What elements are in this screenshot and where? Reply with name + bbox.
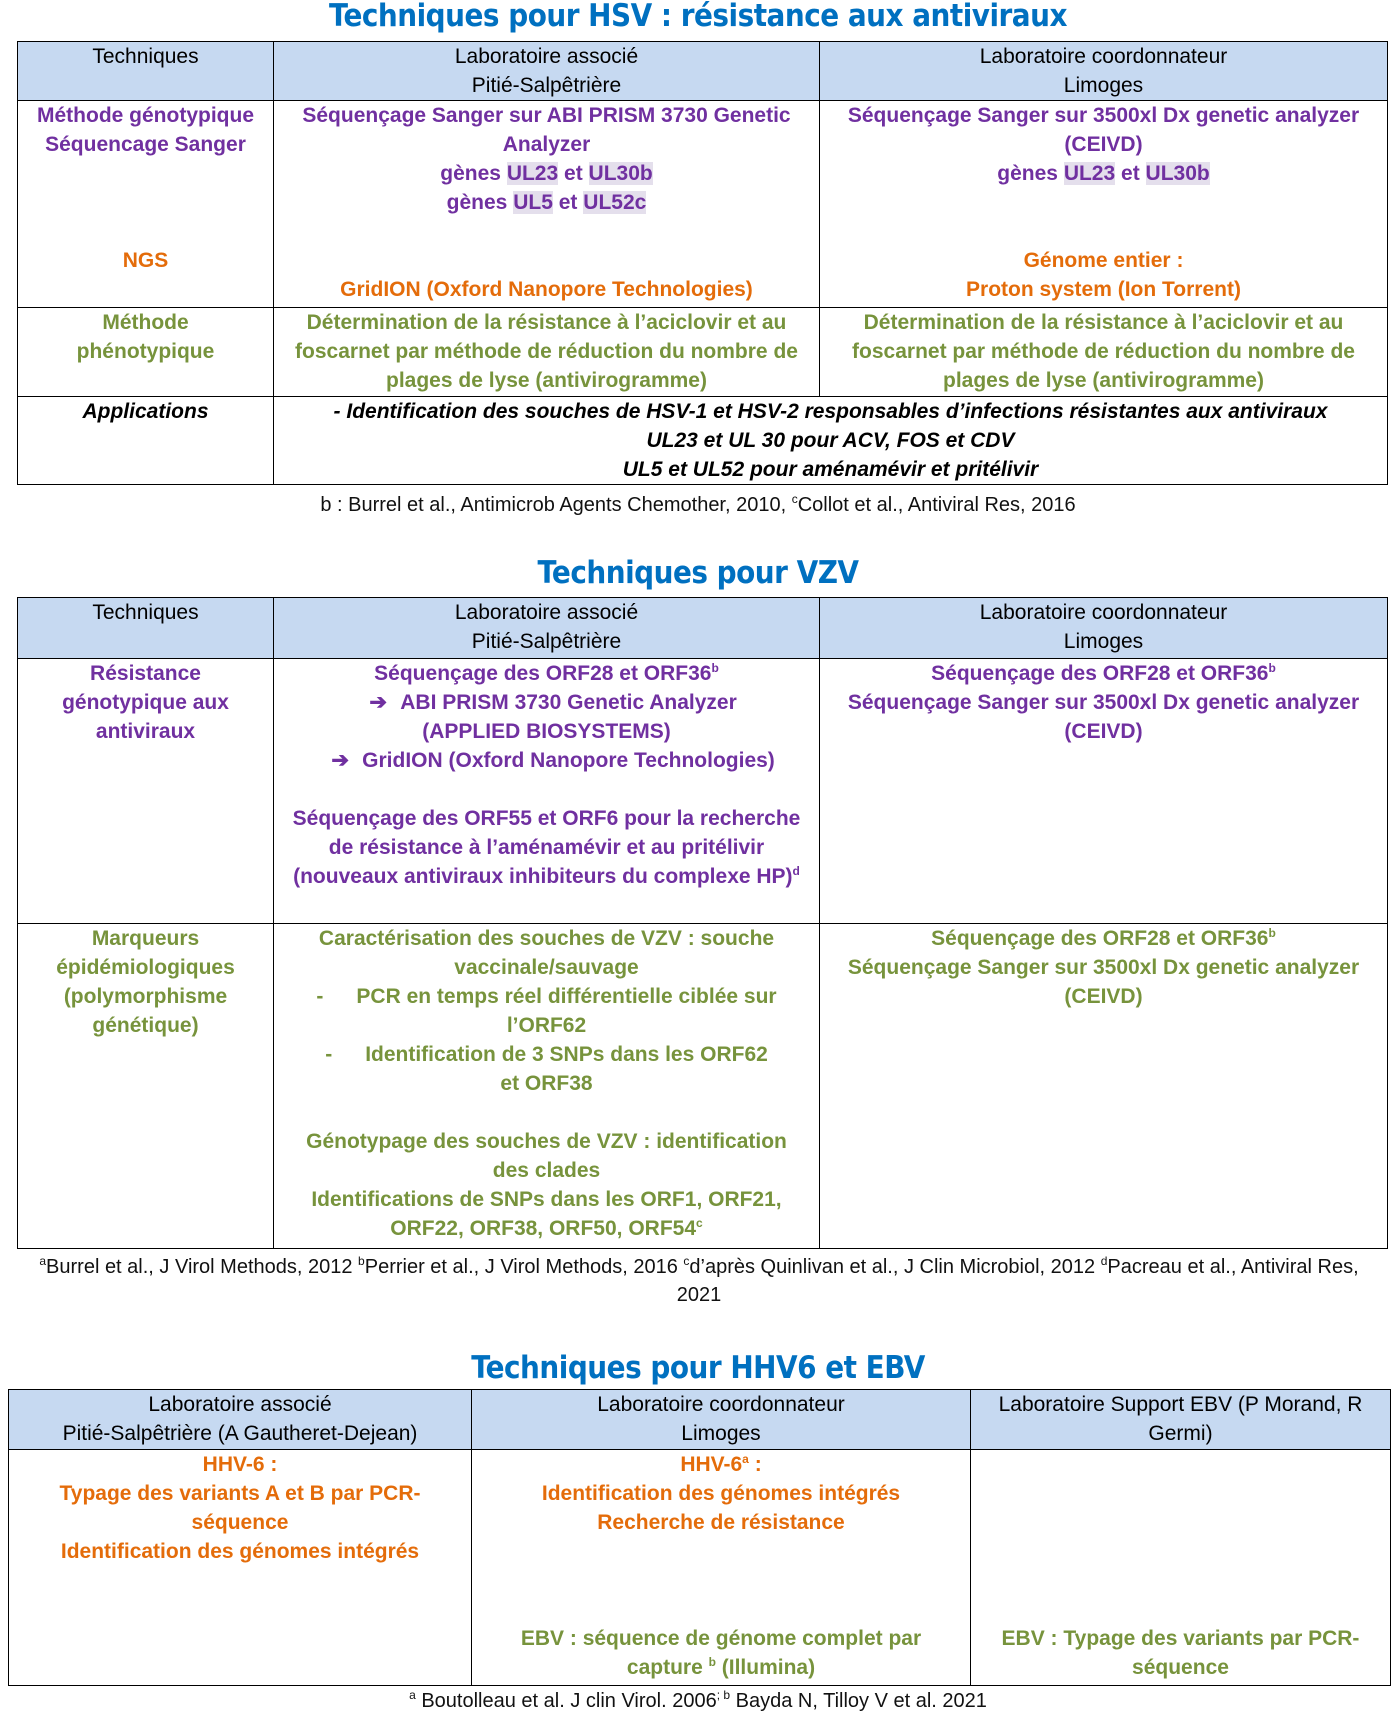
hsv-phenotypic-assoc: Détermination de la résistance à l’aciclovir et au foscarnet par méthode de réduction du nombre de plages de lyse (antivirogramme) [274, 308, 820, 397]
vzv-table [17, 597, 1388, 1249]
hhv6-header-coord: Laboratoire coordonnateur Limoges [472, 1390, 971, 1450]
vzv-resistance-label: Résistance génotypique aux antiviraux [18, 659, 274, 924]
hhv6-header-support: Laboratoire Support EBV (P Morand, R Germi) [971, 1390, 1391, 1450]
hhv6-assoc-cell: HHV-6 : Typage des variants A et B par PCR- séquence Identification des génomes intégrés [9, 1450, 472, 1686]
gene-ul5: UL5 [513, 191, 553, 214]
vzv-resistance-coord: Séquençage des ORF28 et ORF36$^b$ Séquençage Sanger sur 3500xl Dx genetic analyzer (CEIVD) [820, 659, 1388, 924]
hhv6-ebv-title: Techniques pour HHV6 et EBV [471, 1350, 925, 1386]
hsv-row-genotypic [18, 101, 1388, 308]
hsv-header-row [18, 42, 1388, 101]
hsv-header-techniques: Techniques [18, 42, 274, 101]
vzv-markers-label: Marqueurs épidémiologiques (polymorphisme génétique) [18, 924, 274, 1249]
vzv-header-row [18, 598, 1388, 659]
hhv6-header-assoc: Laboratoire associé Pitié-Salpêtrière (A Gautheret-Dejean) [9, 1390, 472, 1450]
vzv-header-assoc: Laboratoire associé Pitié-Salpêtrière [274, 598, 820, 659]
vzv-title: Techniques pour VZV [537, 555, 859, 591]
arrow-right-icon: ➔ [369, 691, 388, 714]
gene-ul30b: UL30b [1145, 162, 1210, 185]
gene-ul23: UL23 [1063, 162, 1116, 185]
vzv-header-techniques: Techniques [18, 598, 274, 659]
hsv-genotypic-coord: Séquençage Sanger sur 3500xl Dx genetic analyzer (CEIVD) gènes UL23 et UL30b Génome entier : Proton system (Ion Torrent) [820, 101, 1388, 308]
hsv-genotypic-label: Méthode génotypique Séquencage Sanger NGS [18, 101, 274, 308]
bullet-icon: - [325, 1043, 333, 1066]
hsv-applications-content: - Identification des souches de HSV-1 et HSV-2 responsables d’infections résistantes aux antiviraux UL23 et UL 30 pour ACV, FOS et CDV UL5 et UL52 pour aménamévir et pritélivir [274, 397, 1388, 485]
hhv6-coord-cell: HHV-6$^a$ : Identification des génomes intégrés Recherche de résistance EBV : séquence de génome complet par capture $^b$ (Illumina) [472, 1450, 971, 1686]
gene-ul52c: UL52c [583, 191, 647, 214]
vzv-markers-coord: Séquençage des ORF28 et ORF36$^b$ Séquençage Sanger sur 3500xl Dx genetic analyzer (CEIVD) [820, 924, 1388, 1249]
hsv-row-phenotypic [18, 308, 1388, 397]
hsv-phenotypic-coord: Détermination de la résistance à l’aciclovir et au foscarnet par méthode de réduction du nombre de plages de lyse (antivirogramme) [820, 308, 1388, 397]
hsv-genotypic-assoc: Séquençage Sanger sur ABI PRISM 3730 Genetic Analyzer gènes UL23 et UL30b gènes UL5 et UL52c GridION (Oxford Nanopore Technologies) [274, 101, 820, 308]
vzv-row-markers [18, 924, 1388, 1249]
vzv-row-resistance [18, 659, 1388, 924]
vzv-header-coord: Laboratoire coordonnateur Limoges [820, 598, 1388, 659]
vzv-resistance-assoc: Séquençage des ORF28 et ORF36$^b$ ➔ ABI PRISM 3730 Genetic Analyzer (APPLIED BIOSYSTEMS) ➔ GridION (Oxford Nanopore Technologies) Séquençage des ORF55 et ORF6 pour la recherche de résistance à l’aménamévir et au pritélivir (nouveaux antiviraux inhibiteurs du complexe HP)$^d$ [274, 659, 820, 924]
vzv-markers-assoc: Caractérisation des souches de VZV : souche vaccinale/sauvage - PCR en temps réel différentielle ciblée sur l’ORF62 - Identification de 3 SNPs dans les ORF62 et ORF38 Génotypage des souches de VZV : identification des clades Identifications de SNPs dans les ORF1, ORF21, ORF22, ORF38, ORF50, ORF54$^c$ [274, 924, 820, 1249]
hhv6-row [9, 1450, 1391, 1686]
hsv-header-assoc: Laboratoire associé Pitié-Salpêtrière [274, 42, 820, 101]
hhv6-footnote: $^a$ Boutolleau et al. J clin Virol. 2006; $^b$ Bayda N, Tilloy V et al. 2021 [409, 1688, 987, 1712]
hsv-phenotypic-label: Méthode phénotypique [18, 308, 274, 397]
bullet-icon: - [316, 985, 324, 1008]
hsv-row-applications [18, 397, 1388, 485]
vzv-footnote: $^a$Burrel et al., J Virol Methods, 2012 $^b$Perrier et al., J Virol Methods, 2016 $^c$d’après Quinlivan et al., J Clin Microbiol, 2012 $^d$Pacreau et al., Antiviral Res, 2021 [39, 1254, 1359, 1306]
gene-ul30b: UL30b [588, 162, 653, 185]
hhv6-header-row [9, 1390, 1391, 1450]
hsv-ngs-label: NGS [122, 249, 169, 272]
hsv-table [17, 41, 1388, 485]
arrow-right-icon: ➔ [331, 749, 349, 772]
hhv6-ebv-table [8, 1389, 1391, 1686]
hsv-applications-label: Applications [18, 397, 274, 485]
gene-ul23: UL23 [506, 162, 559, 185]
hsv-title: Techniques pour HSV : résistance aux antiviraux [329, 0, 1067, 34]
hsv-header-coord: Laboratoire coordonnateur Limoges [820, 42, 1388, 101]
hsv-footnote: b : Burrel et al., Antimicrob Agents Chemother, 2010, $^c$Collot et al., Antiviral Res, 2016 [320, 492, 1076, 516]
hhv6-support-cell: EBV : Typage des variants par PCR- séquence [971, 1450, 1391, 1686]
